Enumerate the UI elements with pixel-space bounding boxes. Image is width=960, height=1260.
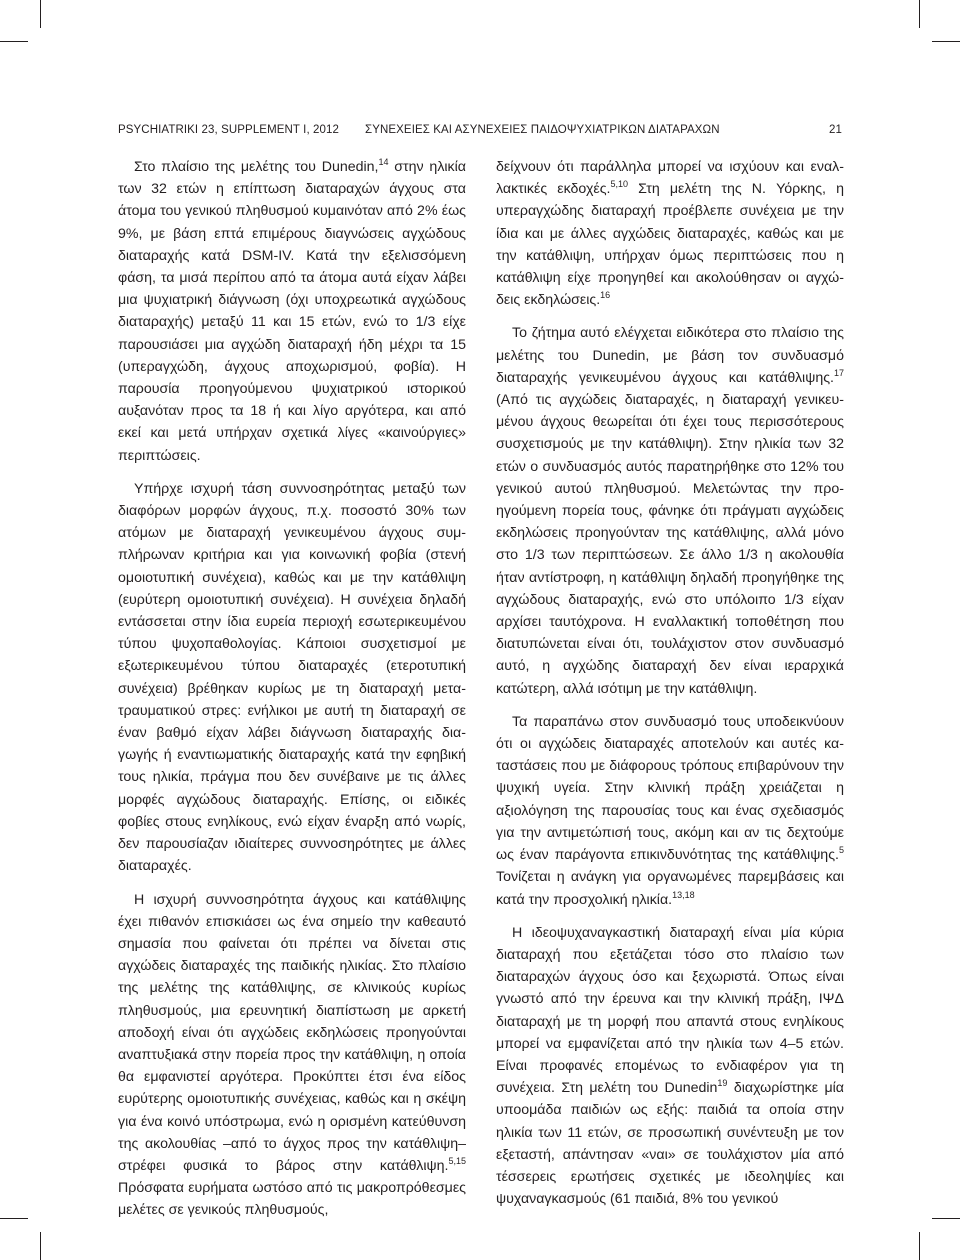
paragraph: Τα παραπάνω στον συνδυασμό τους υποδεικνύουν ότι οι αγχώδεις διαταραχές αποτελούν και αυτές καταστάσεις που με διάφορους τρόπους επιβαρύνουν την ψυχική υγεία. Στην κλινική πράξη χρειάζεται η αξιολόγηση της παρουσίας τους και ένας σχεδιασμός για την αντιμετώπισή τους, ακόμη και αν τις δεχτούμε ως έναν παράγοντα επικινδυνότητας της κατάθλιψης.$^5$ Τονίζεται η ανάγκη για οργανωμένες παρεμβάσεις και κατά την προσχολική ηλικία.$^{13,18}$ <box>496 713 844 908</box>
journal-citation: PSYCHIATRIKI 23, SUPPLEMENT I, 2012 <box>118 124 340 136</box>
citation-superscript: 14 <box>378 157 389 167</box>
citation-superscript: 5,15 <box>448 1155 466 1166</box>
paragraph: Η ισχυρή συννοσηρότητα άγχους και κατάθλιψης έχει πιθανόν επισκιάσει ως ένα σημείο την καθεαυτό σημασία που φαίνεται ότι πρέπει να δίνεται στις αγχώδεις διαταραχές της παιδικής ηλικίας. Στο πλαίσιο της μελέτης της κατάθλιψης, σε κλινικούς κυρίως πληθυσμούς, μια ερευνητική διαπίστωση με αρκετή αποδοχή είναι ότι αγχώδεις εκδηλώσεις προηγούνται αναπτυξιακά στην πορεία προς την κατάθλιψη, η οποία θα εμφανιστεί αργότερα. Προκύπτει έτσι ένα είδος ευρύτερης ομοιοτυπικής συνέχειας, καθώς και η σκέψη για ένα κοινό υπόστρωμα, ενώ η ορισμένη κατεύθυνση της ακολουθίας –από το άγχος προς την κατάθλιψη– στρέφει φυσικά το βάρος στην κατάθλιψη.$^{5,15}$ Πρόσφατα ευρήματα ωστόσο από τις μακροπρόθεσμες μελέτες σε γενικούς πληθυσμούς, <box>118 891 466 1219</box>
citation-superscript: 13,18 <box>672 889 695 900</box>
crop-mark <box>0 41 28 42</box>
crop-mark <box>919 1232 920 1260</box>
citation-superscript: 17 <box>833 367 844 378</box>
citation-superscript: 5 <box>838 845 844 856</box>
paragraph: Το ζήτημα αυτό ελέγχεται ειδικότερα στο πλαίσιο της μελέτης του Dunedin, με βάση τον συνδυασμό διαταραχής γενικευμένου άγχους και κατάθλιψης.$^{17}$ (Από τις αγχώδεις διαταραχές, η διαταραχή γενικευμένου άγχους θεωρείται ότι έχει τους περισσότερους συσχετισμούς με την κατάθλιψη). Στην ηλικία των 32 ετών ο συνδυασμός αυτός παρατηρήθηκε στο 12% του γενικού αυτού πληθυσμού. Μελετώντας την προηγούμενη πορεία τους, φάνηκε ότι πράγματι αγχώδεις εκδηλώσεις προηγούνταν της κατάθλιψης, αλλά μόνο στο 1/3 των περιπτώσεων. Σε άλλο 1/3 η ακολουθία ήταν αντίστροφη, η κατάθλιψη δηλαδή προηγήθηκε της αγχώδους διαταραχής, ενώ στο υπόλοιπο 1/3 είχαν αρχίσει ταυτόχρονα. Η εναλλακτική τοποθέτηση που διατυπώνεται είναι ότι, τουλάχιστον στον συνδυασμό αυτό, η αγχώδης διαταραχή δεν είναι ιεραρχικά κατώτερη, αλλά ισότιμη με την κατάθλιψη. <box>496 325 844 697</box>
crop-mark <box>932 41 960 42</box>
left-column <box>118 156 466 1222</box>
crop-mark <box>0 1218 28 1219</box>
section-title: ΣΥΝΕΧΕΙΕΣ ΚΑΙ ΑΣΥΝΕΧΕΙΕΣ ΠΑΙΔΟΨΥΧΙΑΤΡΙΚΩΝ ΔΙΑΤΑΡΑΧΩΝ <box>365 124 720 136</box>
page-number: 21 <box>829 124 842 136</box>
running-header <box>118 124 842 144</box>
citation-superscript: 19 <box>717 1078 728 1089</box>
citation-superscript: 5,10 <box>610 179 629 190</box>
crop-mark <box>40 1232 41 1260</box>
paragraph: δείχνουν ότι παράλληλα μπορεί να ισχύουν και εναλλακτικές εκδοχές.$^{5,10}$ Στη μελέτη της N. Υόρκης, η υπεραγχώδης διαταραχή προέβλεπε συνέχεια με την ίδια και με άλλες αγχώδεις διαταραχές, καθώς και με την κατάθλιψη, υπήρχαν όμως περιπτώσεις που η κατάθλιψη είχε προηγηθεί και ακολούθησαν οι αγχώδεις εκδηλώσεις.$^{16}$ <box>496 159 844 309</box>
paragraph: Στο πλαίσιο της μελέτης του Dunedin,$^{14}$ στην ηλικία των 32 ετών η επίπτωση διαταραχών άγχους στα άτομα του γενικού πληθυσμού κυμαινόταν από 2% έως 9%, με βάση επτά επιμέρους διαγνώσεις αγχώδους διαταραχής κατά DSM-IV. Κατά την εξελισσόμενη φάση, τα μισά περίπου από τα άτομα αυτά είχαν λάβει μια ψυχιατρική διάγνωση (όχι υποχρεωτικά αγχώδους διαταραχής) μεταξύ 11 και 15 ετών, ενώ το 1/3 είχε παρουσιάσει μια αγχώδη διαταραχή ήδη μέχρι τα 15 (υπεραγχώδη, άγχους αποχωρισμού, φοβία). Η παρουσία προηγούμενου ψυχιατρικού ιστορικού αυξανόταν προς τα 18 ή και λίγο αργότερα, και από εκεί και μετά υπήρχαν σχετικά λίγες «καινούργιες» περιπτώσεις. <box>118 157 467 464</box>
paragraph: Υπήρχε ισχυρή τάση συννοσηρότητας μεταξύ των διαφόρων μορφών άγχους, π.χ. ποσοστό 30% των ατόμων με διαταραχή γενικευμένου άγχους συμπλήρωναν κριτήρια και για κοινωνική φοβία (στενή ομοιοτυπική συνέχεια), καθώς και με την κατάθλιψη (ευρύτερη ομοιοτυπική συνέχεια). Η συνέχεια δηλαδή εντάσσεται στην ίδια ευρεία περιοχή εσωτερικευμένου τύπου ψυχοπαθολογίας. Κάποιοι συσχετισμοί με εξωτερικευμένου τύπου διαταραχές (ετεροτυπική συνέχεια) βρέθηκαν κυρίως με τη διαταραχή μετατραυματικού στρες: ενήλικοι με αυτή τη διαταραχή σε έναν βαθμό είχαν λάβει διάγνωση διαταραχής διαγωγής ή εναντιωματικής διαταραχής κατά την εφηβική τους ηλικία, πράγμα που δεν συνέβαινε με τις άλλες μορφές αγχώδους διαταραχής. Επίσης, οι ειδικές φοβίες στους ενηλίκους, ενώ είχαν έναρξη από νωρίς, δεν παρουσίαζαν ιδιαίτερες συννοσηρότητες με άλλες διαταραχές. <box>118 480 466 875</box>
crop-mark <box>932 1218 960 1219</box>
citation-superscript: 16 <box>600 290 611 301</box>
crop-mark <box>40 0 41 28</box>
right-column <box>496 156 844 1210</box>
paragraph: Η ιδεοψυχαναγκαστική διαταραχή είναι μία κύρια διαταραχή που εξετάζεται τόσο στο πλαίσιο των διαταραχών άγχους όσο και ξεχωριστά. Όπως είναι γνωστό από την έρευνα και την κλινική πράξη, ΙΨΔ διαταραχή με τη μορφή που απαντά στους ενηλίκους μπορεί να εμφανίζεται από την ηλικία των 4–5 ετών. Είναι προφανές επομένως το ενδιαφέρον για τη συνέχεια. Στη μελέτη του Dunedin$^{19}$ διαχωρίστηκε μία υποομάδα παιδιών ως εξής: παιδιά τα οποία στην ηλικία των 11 ετών, σε προσωπική συνέντευξη με τον εξεταστή, απάντησαν «ναι» σε τουλάχιστον μία από τέσσερεις ερωτήσεις σχετικές με ιδεοληψίες και ψυχαναγκασμούς (61 παιδιά, 8% του γενικού <box>496 924 845 1208</box>
crop-mark <box>919 0 920 28</box>
